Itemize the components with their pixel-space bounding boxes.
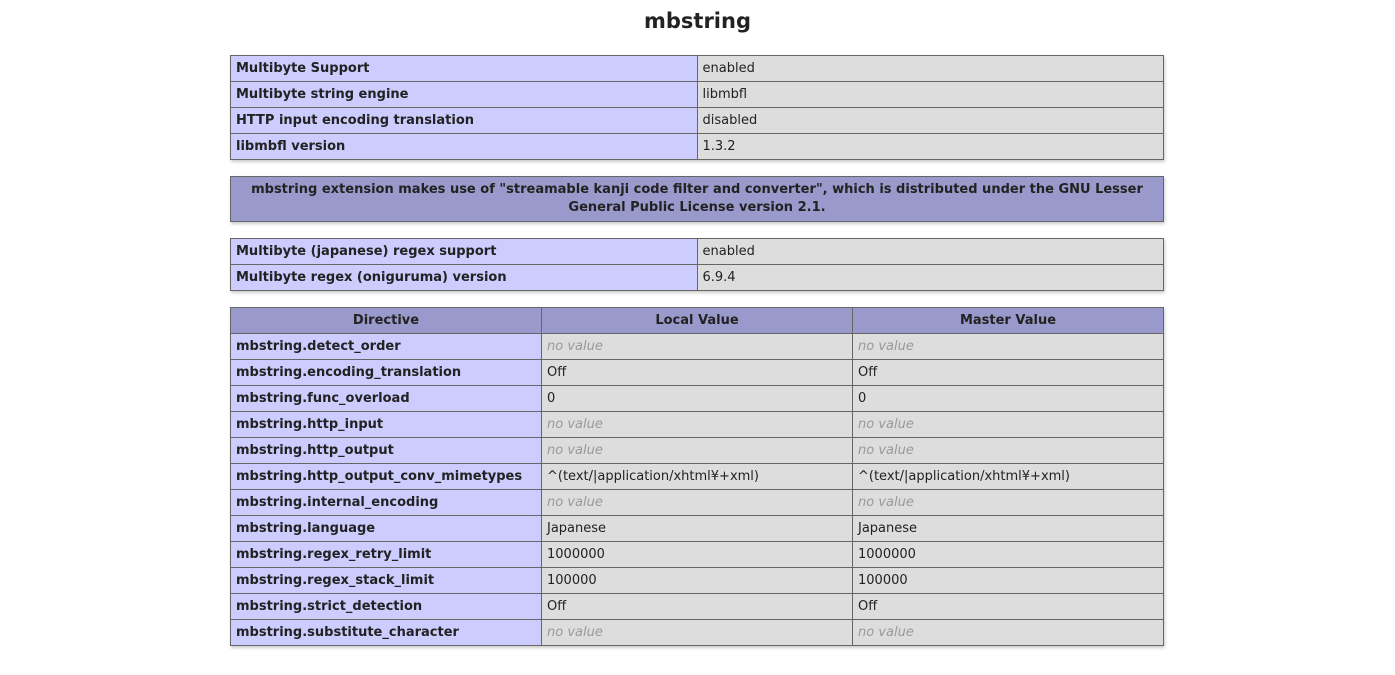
regex-table bbox=[230, 238, 1164, 291]
table-row bbox=[231, 82, 1164, 108]
table-row bbox=[231, 594, 1164, 620]
directive-name: mbstring.regex_retry_limit bbox=[231, 542, 542, 568]
local-value: 0 bbox=[542, 386, 853, 412]
license-notice: mbstring extension makes use of "streamable kanji code filter and converter", which is distributed under the GNU Lesser General Public License version 2.1. bbox=[231, 177, 1164, 222]
table-row bbox=[231, 56, 1164, 82]
directive-name: mbstring.http_input bbox=[231, 412, 542, 438]
master-value: 0 bbox=[853, 386, 1164, 412]
master-value: Off bbox=[853, 594, 1164, 620]
no-value-text: no value bbox=[858, 443, 914, 458]
directives-table bbox=[230, 307, 1164, 646]
table-row bbox=[231, 490, 1164, 516]
no-value-text: no value bbox=[858, 417, 914, 432]
local-value bbox=[542, 334, 853, 360]
no-value-text: no value bbox=[547, 495, 603, 510]
directive-name: mbstring.substitute_character bbox=[231, 620, 542, 646]
column-header-local-value: Local Value bbox=[542, 308, 853, 334]
row-value: enabled bbox=[697, 56, 1164, 82]
row-value: disabled bbox=[697, 108, 1164, 134]
table-row bbox=[231, 516, 1164, 542]
master-value: 1000000 bbox=[853, 542, 1164, 568]
row-label: libmbfl version bbox=[231, 134, 698, 160]
master-value: ^(text/|application/xhtml¥+xml) bbox=[853, 464, 1164, 490]
local-value: 100000 bbox=[542, 568, 853, 594]
row-value: enabled bbox=[697, 239, 1164, 265]
directive-name: mbstring.internal_encoding bbox=[231, 490, 542, 516]
no-value-text: no value bbox=[547, 443, 603, 458]
no-value-text: no value bbox=[858, 495, 914, 510]
table-row bbox=[231, 438, 1164, 464]
local-value: 1000000 bbox=[542, 542, 853, 568]
directive-name: mbstring.http_output bbox=[231, 438, 542, 464]
table-row bbox=[231, 464, 1164, 490]
column-header-directive: Directive bbox=[231, 308, 542, 334]
directive-name: mbstring.http_output_conv_mimetypes bbox=[231, 464, 542, 490]
no-value-text: no value bbox=[858, 339, 914, 354]
master-value: 100000 bbox=[853, 568, 1164, 594]
local-value: Japanese bbox=[542, 516, 853, 542]
directive-name: mbstring.language bbox=[231, 516, 542, 542]
row-value: 1.3.2 bbox=[697, 134, 1164, 160]
directive-name: mbstring.encoding_translation bbox=[231, 360, 542, 386]
directive-name: mbstring.detect_order bbox=[231, 334, 542, 360]
table-row bbox=[231, 360, 1164, 386]
table-row bbox=[231, 386, 1164, 412]
directive-name: mbstring.func_overload bbox=[231, 386, 542, 412]
table-row bbox=[231, 265, 1164, 291]
directive-name: mbstring.regex_stack_limit bbox=[231, 568, 542, 594]
no-value-text: no value bbox=[547, 417, 603, 432]
info-table bbox=[230, 55, 1164, 160]
master-value: Off bbox=[853, 360, 1164, 386]
local-value bbox=[542, 412, 853, 438]
table-row bbox=[231, 620, 1164, 646]
master-value bbox=[853, 438, 1164, 464]
master-value bbox=[853, 334, 1164, 360]
column-header-master-value: Master Value bbox=[853, 308, 1164, 334]
local-value bbox=[542, 620, 853, 646]
row-value: libmbfl bbox=[697, 82, 1164, 108]
row-label: Multibyte Support bbox=[231, 56, 698, 82]
no-value-text: no value bbox=[858, 625, 914, 640]
row-value: 6.9.4 bbox=[697, 265, 1164, 291]
table-header-row bbox=[231, 308, 1164, 334]
master-value bbox=[853, 490, 1164, 516]
table-row bbox=[231, 134, 1164, 160]
table-row bbox=[231, 412, 1164, 438]
page-title: mbstring bbox=[644, 9, 751, 33]
master-value: Japanese bbox=[853, 516, 1164, 542]
local-value: Off bbox=[542, 360, 853, 386]
no-value-text: no value bbox=[547, 625, 603, 640]
local-value bbox=[542, 490, 853, 516]
table-row bbox=[231, 108, 1164, 134]
local-value bbox=[542, 438, 853, 464]
local-value: ^(text/|application/xhtml¥+xml) bbox=[542, 464, 853, 490]
table-row bbox=[231, 568, 1164, 594]
master-value bbox=[853, 620, 1164, 646]
local-value: Off bbox=[542, 594, 853, 620]
no-value-text: no value bbox=[547, 339, 603, 354]
master-value bbox=[853, 412, 1164, 438]
table-row bbox=[231, 334, 1164, 360]
table-row bbox=[231, 239, 1164, 265]
directive-name: mbstring.strict_detection bbox=[231, 594, 542, 620]
table-row bbox=[231, 177, 1164, 222]
license-notice-table bbox=[230, 176, 1164, 222]
row-label: Multibyte (japanese) regex support bbox=[231, 239, 698, 265]
row-label: Multibyte regex (oniguruma) version bbox=[231, 265, 698, 291]
row-label: HTTP input encoding translation bbox=[231, 108, 698, 134]
table-row bbox=[231, 542, 1164, 568]
row-label: Multibyte string engine bbox=[231, 82, 698, 108]
